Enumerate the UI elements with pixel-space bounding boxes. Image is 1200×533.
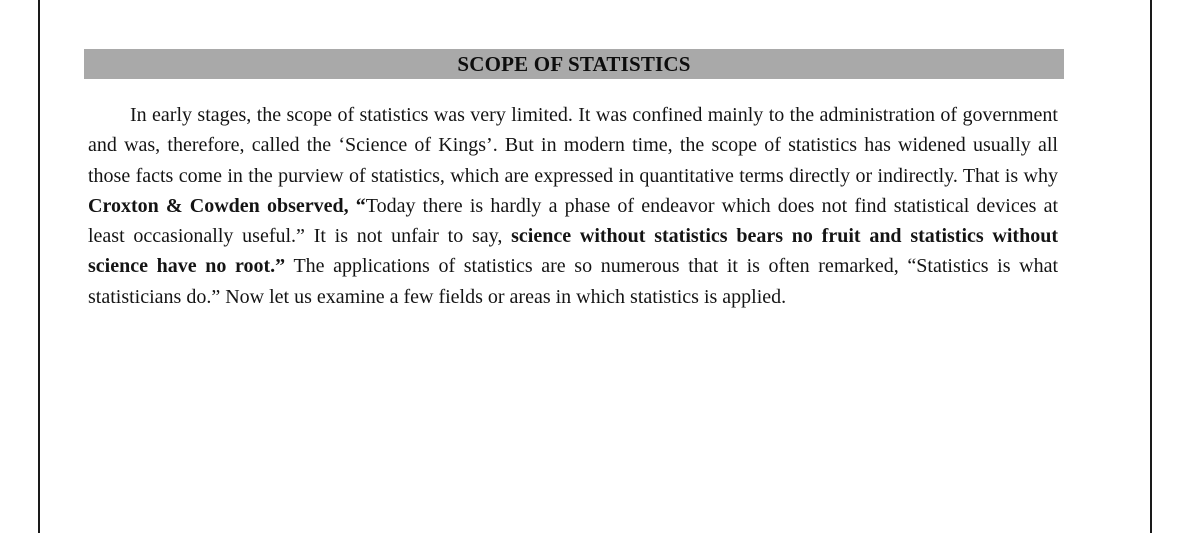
- text-run-bold: Croxton & Cowden observed, “: [88, 194, 366, 217]
- text-run: The applications of statistics are so numerous that it is often remarked, “Statistics is what statisticians do.” Now let us examine a few fields or areas in which statistics is applied.: [88, 255, 1058, 308]
- text-run: In early stages, the scope of statistics was very limited. It was confined mainly to the administration of government and was, therefore, called the ‘Science of Kings’. But in modern time, the scope of statistics has widened usually all those facts come in the purview of statistics, which are expressed in quantitative terms directly or indirectly. That is why: [88, 104, 1058, 187]
- text-run: Today there is hardly a phase of endeavor which does not find statistical devices at least occasionally useful.” It is not unfair to say,: [88, 194, 1059, 248]
- body-paragraph: [88, 100, 1058, 312]
- section-heading: SCOPE OF STATISTICS: [84, 49, 1064, 79]
- text-run-bold: science without statistics bears no fruit and statistics without science have no root.”: [88, 225, 1058, 278]
